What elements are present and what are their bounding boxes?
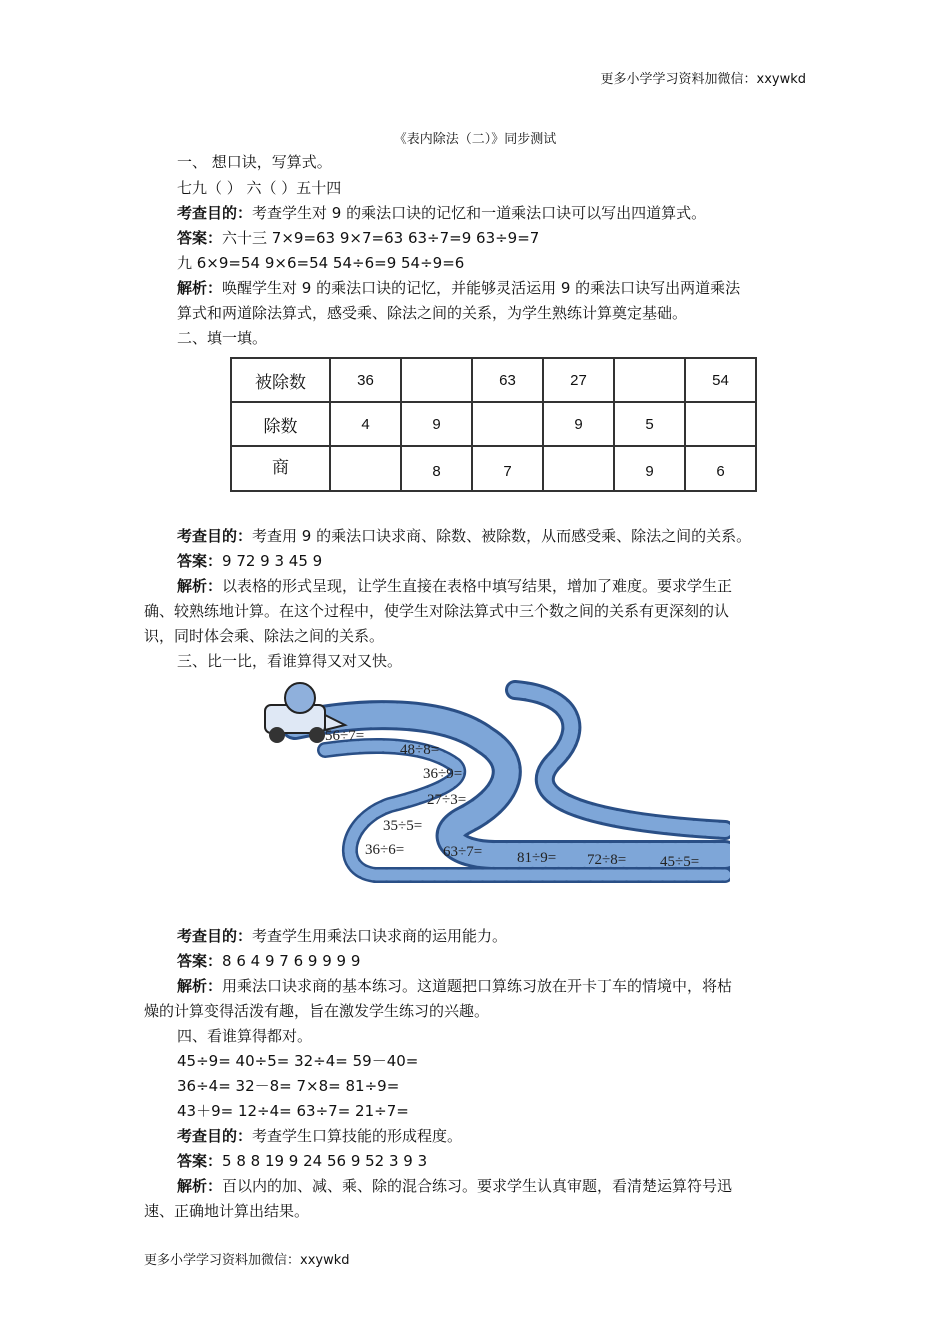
purpose-text: 考查学生用乘法口诀求商的运用能力。: [252, 927, 508, 945]
section1-answer2: 九 6×9=54 9×6=54 54÷6=9 54÷9=6: [177, 254, 465, 272]
table-cell: 9: [614, 446, 685, 491]
table-row-label: 除数: [231, 402, 330, 446]
section3-purpose: [177, 926, 507, 946]
answer-label: 答案：: [177, 552, 223, 570]
purpose-label: 考查目的：: [177, 1127, 253, 1145]
analysis-text: 百以内的加、减、乘、除的混合练习。要求学生认真审题，看清楚运算符号迅: [222, 1177, 733, 1195]
table-cell: [685, 402, 756, 446]
section1-heading: 一、 想口诀，写算式。: [177, 153, 332, 171]
section1-answer: [177, 228, 539, 248]
analysis-text: 以表格的形式呈现，让学生直接在表格中填写结果，增加了难度。要求学生正: [222, 577, 733, 595]
purpose-label: 考查目的：: [177, 204, 253, 222]
table-row: [231, 402, 756, 446]
section4-heading: 四、看谁算得都对。: [177, 1027, 313, 1045]
section2-heading: 二、填一填。: [177, 329, 268, 347]
expr-1: 56÷7=: [325, 728, 365, 744]
table-cell: [614, 358, 685, 402]
table-cell: [472, 402, 543, 446]
section4-row3: 43＋9= 12÷4= 63÷7= 21÷7=: [177, 1102, 409, 1120]
analysis-label: 解析：: [177, 279, 223, 297]
table-cell: 5: [614, 402, 685, 446]
answer-text: 8 6 4 9 7 6 9 9 9 9: [222, 952, 361, 970]
section3-heading: 三、比一比，看谁算得又对又快。: [177, 652, 403, 670]
expr-6: 36÷6=: [365, 842, 405, 858]
table-cell: 36: [330, 358, 401, 402]
analysis-label: 解析：: [177, 1177, 223, 1195]
section4-row2: 36÷4= 32－8= 7×8= 81÷9=: [177, 1077, 400, 1095]
answer-label: 答案：: [177, 952, 223, 970]
table-row: [231, 446, 756, 491]
analysis-text: 用乘法口诀求商的基本练习。这道题把口算练习放在开卡丁车的情境中，将枯: [222, 977, 733, 995]
header-note: 更多小学学习资料加微信：xxywkd: [600, 72, 806, 87]
table-cell: [543, 446, 614, 491]
purpose-text: 考查用 9 的乘法口诀求商、除数、被除数，从而感受乘、除法之间的关系。: [252, 527, 752, 545]
answer-label: 答案：: [177, 229, 223, 247]
expr-2: 48÷8=: [400, 742, 440, 758]
section2-purpose: [177, 526, 751, 546]
purpose-text: 考查学生对 9 的乘法口诀的记忆和一道乘法口诀可以写出四道算式。: [252, 204, 707, 222]
kart-track-illustration: [255, 680, 730, 890]
table-cell: 9: [543, 402, 614, 446]
answer-text: 9 72 9 3 45 9: [222, 552, 323, 570]
analysis-text: 唤醒学生对 9 的乘法口诀的记忆，并能够灵活运用 9 的乘法口诀写出两道乘法: [222, 279, 741, 297]
table-cell: 9: [401, 402, 472, 446]
expr-4: 27÷3=: [427, 792, 467, 808]
section1-analysis-cont: 算式和两道除法算式，感受乘、除法之间的关系，为学生熟练计算奠定基础。: [177, 304, 688, 322]
purpose-text: 考查学生口算技能的形成程度。: [252, 1127, 463, 1145]
expr-7: 63÷7=: [443, 844, 483, 860]
table-cell: 54: [685, 358, 756, 402]
table-row: [231, 358, 756, 402]
table-cell: 6: [685, 446, 756, 491]
answer-text: 六十三 7×9=63 9×7=63 63÷7=9 63÷9=7: [222, 229, 540, 247]
section4-purpose: [177, 1126, 462, 1146]
expr-8: 81÷9=: [517, 850, 557, 866]
table-cell: 8: [401, 446, 472, 491]
table-cell: 27: [543, 358, 614, 402]
track-svg: [255, 680, 730, 890]
expr-3: 36÷9=: [423, 766, 463, 782]
analysis-label: 解析：: [177, 977, 223, 995]
table-row-label: 被除数: [231, 358, 330, 402]
section3-analysis-cont: 燥的计算变得活泼有趣，旨在激发学生练习的兴趣。: [144, 1002, 490, 1020]
table-cell: [330, 446, 401, 491]
answer-label: 答案：: [177, 1152, 223, 1170]
section3-analysis: [177, 976, 732, 996]
table-cell: 7: [472, 446, 543, 491]
answer-text: 5 8 8 19 9 24 56 9 52 3 9 3: [222, 1152, 428, 1170]
section1-analysis: [177, 278, 740, 298]
section1-purpose: [177, 203, 706, 223]
expr-9: 72÷8=: [587, 852, 627, 868]
section4-analysis-cont: 速、正确地计算出结果。: [144, 1202, 310, 1220]
table-cell: 4: [330, 402, 401, 446]
section2-analysis: [177, 576, 732, 596]
section3-answer: [177, 951, 360, 971]
table-cell: 63: [472, 358, 543, 402]
purpose-label: 考查目的：: [177, 527, 253, 545]
section2-answer: [177, 551, 322, 571]
section4-analysis: [177, 1176, 732, 1196]
section2-analysis-cont2: 识，同时体会乘、除法之间的关系。: [144, 627, 385, 645]
footer-note: 更多小学学习资料加微信：xxywkd: [144, 1253, 350, 1268]
page-title: 《表内除法（二）》同步测试: [393, 132, 557, 147]
section4-row1: 45÷9= 40÷5= 32÷4= 59－40=: [177, 1052, 419, 1070]
table-row-label: 商: [231, 446, 330, 491]
section2-analysis-cont: 确、较熟练地计算。在这个过程中，使学生对除法算式中三个数之间的关系有更深刻的认: [144, 602, 730, 620]
expr-5: 35÷5=: [383, 818, 423, 834]
section4-answer: [177, 1151, 427, 1171]
table-cell: [401, 358, 472, 402]
expr-10: 45÷5=: [660, 854, 700, 870]
purpose-label: 考查目的：: [177, 927, 253, 945]
analysis-label: 解析：: [177, 577, 223, 595]
division-table: [230, 357, 757, 492]
section1-question: 七九（ ） 六（ ）五十四: [177, 179, 342, 197]
